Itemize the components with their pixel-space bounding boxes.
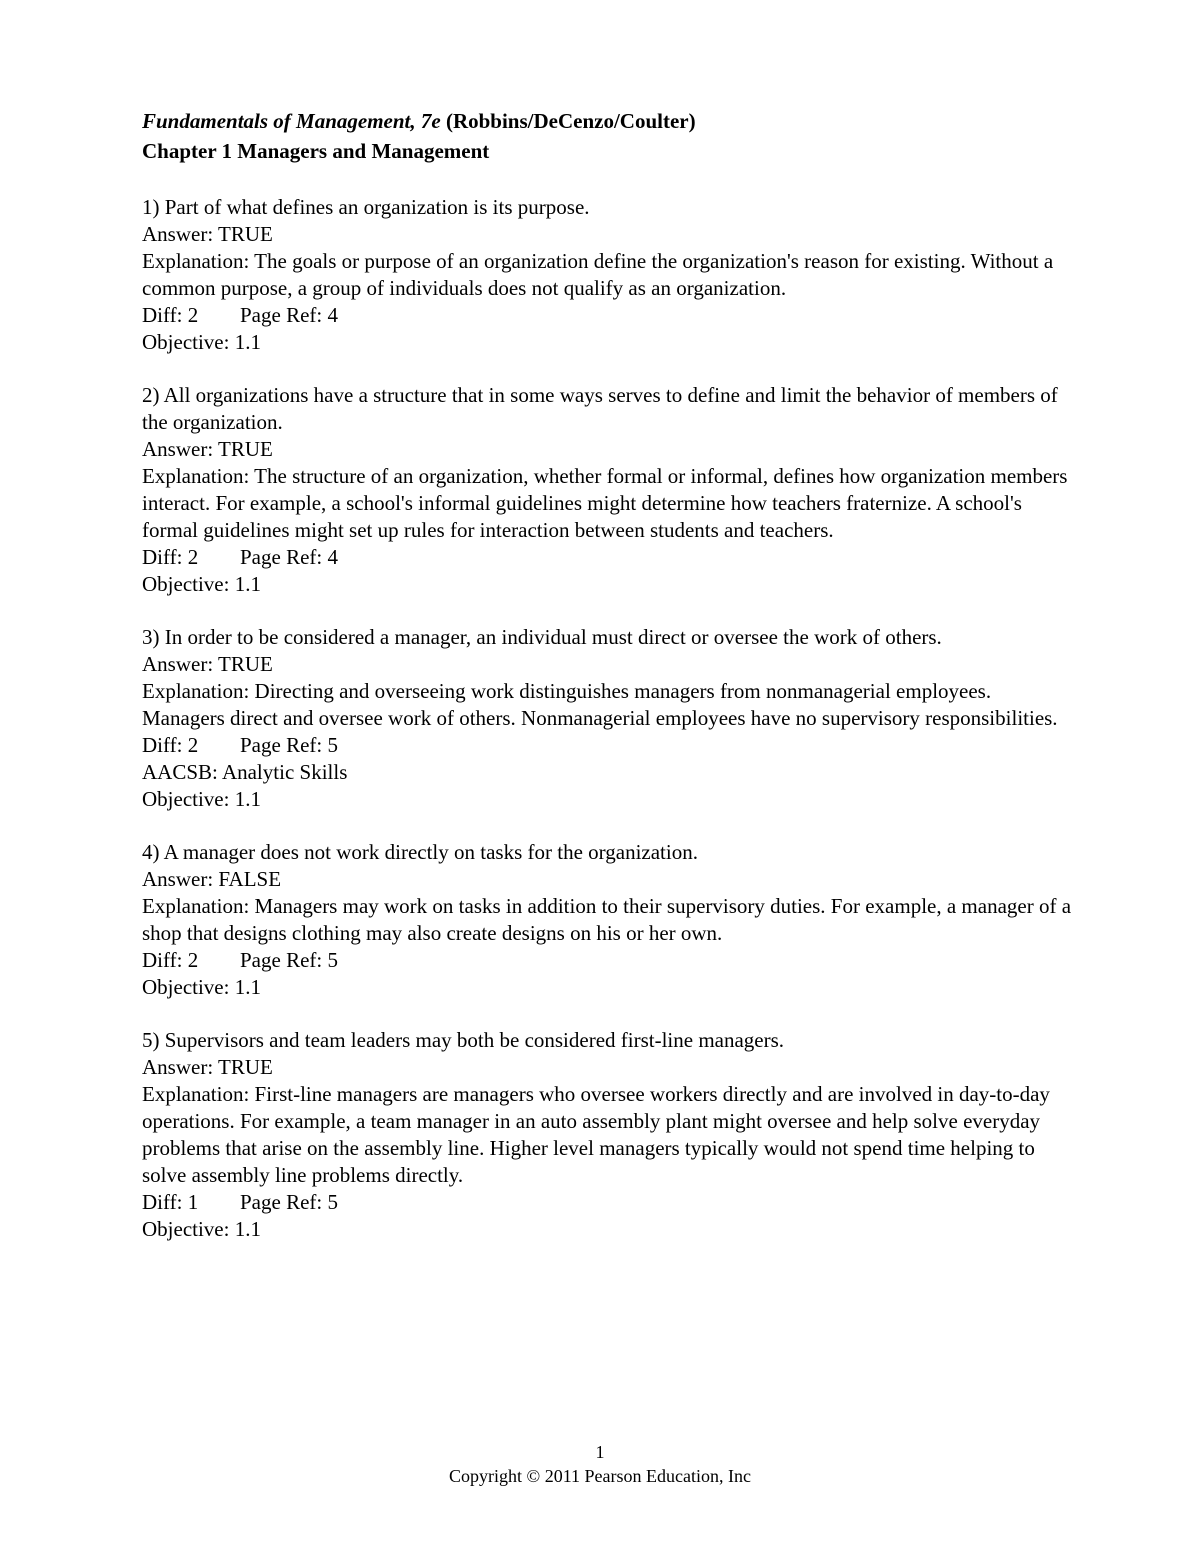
page-number: 1: [595, 1442, 605, 1462]
page-reference: Page Ref: 4: [240, 303, 338, 327]
document-body: [142, 106, 1072, 1269]
difficulty-value: Diff: 1: [142, 1190, 199, 1214]
objective-line: Objective: 1.1: [142, 1217, 261, 1241]
page-reference: Page Ref: 5: [240, 1190, 338, 1214]
question-item: [142, 624, 1072, 813]
question-item: [142, 194, 1072, 356]
question-text: 3) In order to be considered a manager, an individual must direct or oversee the work of others.: [142, 625, 942, 649]
question-text: 2) All organizations have a structure that in some ways serves to define and limit the behavior of members of the organization.: [142, 383, 1058, 434]
page-footer: [0, 1440, 1200, 1488]
document-title: [142, 106, 1072, 136]
question-item: [142, 839, 1072, 1001]
answer-line: Answer: TRUE: [142, 652, 273, 676]
difficulty-line: [142, 732, 1072, 759]
difficulty-value: Diff: 2: [142, 733, 199, 757]
page-reference: Page Ref: 4: [240, 545, 338, 569]
explanation-text: Explanation: First-line managers are managers who oversee workers directly and are involved in day-to-day operations. For example, a team manager in an auto assembly plant might oversee and help solve everyday problems that arise on the assembly line. Higher level managers typically would not spend time helping to solve assembly line problems directly.: [142, 1082, 1050, 1187]
difficulty-value: Diff: 2: [142, 545, 199, 569]
answer-line: Answer: TRUE: [142, 1055, 273, 1079]
page-reference: Page Ref: 5: [240, 948, 338, 972]
explanation-text: Explanation: The goals or purpose of an organization define the organization's reason for existing. Without a common purpose, a group of individuals does not qualify as an organization.: [142, 249, 1054, 300]
difficulty-line: [142, 544, 1072, 571]
chapter-heading: Chapter 1 Managers and Management: [142, 139, 490, 163]
objective-line: Objective: 1.1: [142, 330, 261, 354]
answer-line: Answer: FALSE: [142, 867, 282, 891]
question-item: [142, 382, 1072, 598]
page-reference: Page Ref: 5: [240, 733, 338, 757]
aacsb-line: AACSB: Analytic Skills: [142, 760, 348, 784]
difficulty-line: [142, 1189, 1072, 1216]
difficulty-value: Diff: 2: [142, 303, 199, 327]
explanation-text: Explanation: Managers may work on tasks in addition to their supervisory duties. For example, a manager of a shop that designs clothing may also create designs on his or her own.: [142, 894, 1072, 945]
explanation-text: Explanation: Directing and overseeing work distinguishes managers from nonmanagerial employees. Managers direct and oversee work of others. Nonmanagerial employees have no supervisory responsibilities.: [142, 679, 1058, 730]
answer-line: Answer: TRUE: [142, 222, 273, 246]
difficulty-line: [142, 947, 1072, 974]
objective-line: Objective: 1.1: [142, 572, 261, 596]
question-list: [142, 194, 1072, 1243]
answer-line: Answer: TRUE: [142, 437, 273, 461]
question-text: 4) A manager does not work directly on tasks for the organization.: [142, 840, 698, 864]
objective-line: Objective: 1.1: [142, 787, 261, 811]
question-item: [142, 1027, 1072, 1243]
book-title: Fundamentals of Management, 7e: [142, 109, 441, 133]
copyright-notice: Copyright © 2011 Pearson Education, Inc: [449, 1466, 751, 1486]
objective-line: Objective: 1.1: [142, 975, 261, 999]
explanation-text: Explanation: The structure of an organization, whether formal or informal, defines how organization members interact. For example, a school's informal guidelines might determine how teachers fraternize. A school's formal guidelines might set up rules for interaction between students and teachers.: [142, 464, 1068, 542]
book-authors: (Robbins/DeCenzo/Coulter): [445, 109, 696, 133]
difficulty-line: [142, 302, 1072, 329]
question-text: 5) Supervisors and team leaders may both be considered first-line managers.: [142, 1028, 785, 1052]
question-text: 1) Part of what defines an organization is its purpose.: [142, 195, 590, 219]
difficulty-value: Diff: 2: [142, 948, 199, 972]
